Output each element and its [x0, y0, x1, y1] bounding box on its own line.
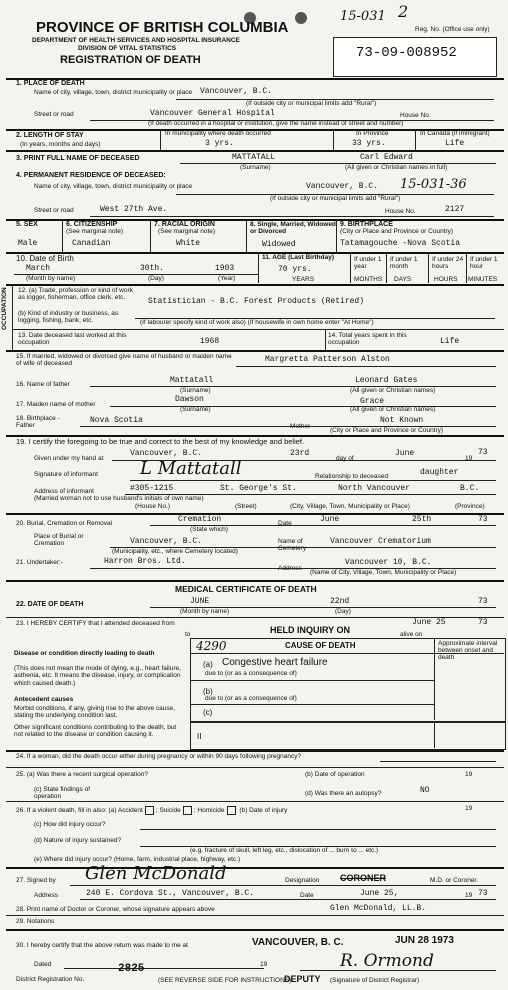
deceased-surname: MATTATALL: [232, 153, 276, 162]
designation-label: Designation: [285, 877, 320, 884]
homicide-label: Homicide: [197, 807, 225, 815]
birthplace-note: (City or Place and Province or Country): [340, 228, 454, 235]
dob-year-label: (Year): [218, 275, 236, 282]
house-no-label: (House No.): [135, 503, 171, 510]
age-label: 11. AGE (Last Birthday): [262, 254, 334, 261]
dob-month-label: (Month by name): [26, 275, 76, 282]
injury-nature-label: (d) Nature of injury sustained?: [34, 837, 122, 844]
disease-note: (This does not mean the mode of dying, e.g., heart failure, asthenia, etc. It means the disease, injury, or complication which caused death.): [14, 665, 181, 687]
informant-signature: L Mattatall: [140, 458, 242, 479]
father-given: Leonard Gates: [355, 376, 418, 385]
married-note: (Married woman not to use husband's initials of own name): [34, 495, 204, 502]
antecedent-note: Morbid conditions, if any, giving rise to the above cause, stating the underlying condition last.: [14, 705, 176, 720]
father-label: 16. Name of father: [16, 381, 70, 388]
under-1-year: If under 1 year: [354, 256, 382, 271]
alive-on-label: alive on: [400, 631, 423, 638]
occupation-q13: 13. Date deceased last worked at this occupation: [18, 332, 127, 347]
citizenship-note: (See marginal note): [66, 228, 124, 235]
informant-day: 23rd: [290, 449, 310, 458]
dob-day-label: (Day): [148, 275, 164, 282]
age-value: 70 yrs.: [278, 265, 312, 274]
spouse-value: Margretta Patterson Alston: [265, 355, 390, 364]
under-1-hour: If under 1 hour: [470, 256, 498, 271]
sig-address: 240 E. Cordova St., Vancouver, B.C.: [86, 889, 255, 898]
place-of-death-heading: 1. PLACE OF DEATH: [16, 80, 85, 87]
under-1-month: If under 1 month: [390, 256, 418, 271]
undertaker-value: Harron Bros. Ltd.: [104, 557, 186, 566]
held-inquiry-stamp: HELD INQUIRY ON: [270, 625, 351, 635]
undertaker-label: 21. Undertaker:-: [16, 559, 63, 566]
operation-question: 25. (a) Was there a recent surgical operation?: [16, 771, 148, 778]
province-title: PROVINCE OF BRITISH COLUMBIA: [36, 19, 289, 36]
racial-origin-label: 7. RACIAL ORIGIN: [154, 221, 215, 228]
spouse-label: 15. If married, widowed or divorced give name of husband or maiden name of wife of deceased: [16, 353, 232, 368]
due-to-a: due to (or as a consequence of): [205, 670, 297, 677]
injury-nature-note: (e.g. fracture of skull, left leg, etc., dislocation of ... burn to ... etc.): [190, 847, 379, 854]
father-surname: Mattatall: [170, 376, 214, 385]
occupation-q12b: (b) Kind of industry or business, as logging, fishing, bank, etc.: [18, 310, 119, 325]
province-col-label: (Province): [455, 503, 485, 510]
informant-year-prefix: 19: [465, 455, 473, 462]
autopsy-value: NO: [420, 786, 430, 795]
sex-value: Male: [18, 239, 38, 248]
death-day: 22nd: [330, 597, 350, 606]
cause-c-label: (c): [203, 708, 213, 717]
cause-code: 4290: [196, 639, 227, 653]
sig-year-prefix: 19: [465, 892, 473, 899]
attended-label: 23. I HEREBY CERTIFY that I attended deceased from: [16, 620, 175, 627]
other-conditions-label: II: [197, 732, 202, 741]
birthplace-mother-label: Mother: [290, 423, 311, 430]
accident-checkbox[interactable]: [145, 806, 154, 815]
registrar-stamp-date: JUN 28 1973: [395, 935, 454, 946]
violent-death-label: 26. If a violent death, fill in also: (a) Accident ; Suicide ; Homicide (b) Date of injury: [16, 807, 288, 815]
notations-label: 29. Notations: [16, 918, 55, 925]
father-birthplace: Nova Scotia: [90, 416, 143, 425]
dob-month: March: [26, 264, 51, 273]
residence-city: Vancouver, B.C.: [306, 182, 379, 191]
suicide-checkbox[interactable]: [183, 806, 192, 815]
cemetery-label: Name of Cemetery: [278, 538, 307, 553]
registrar-stamp: VANCOUVER, B. C.: [252, 937, 344, 948]
place-name-label: Name of city, village, town, district municipality or place: [34, 89, 193, 96]
stay-col3-label: In Canada (if immigrant): [420, 130, 490, 137]
deputy-stamp: DEPUTY: [284, 974, 321, 984]
department-line: DEPARTMENT OF HEALTH SERVICES AND HOSPITAL INSURANCE: [32, 37, 240, 44]
punch-hole-right: [295, 12, 307, 24]
birthplace-value: Tatamagouche -Nova Scotia: [340, 239, 461, 248]
other-conditions-note: Other significant conditions contributing to the death, but not related to the disease or condition causing it.: [14, 724, 177, 739]
date-of-death-label: 22. DATE OF DEATH: [16, 601, 84, 608]
place-street: Vancouver General Hospital: [150, 109, 275, 118]
residence-city-note: (If outside city or municipal limits add "Rural"): [270, 195, 401, 202]
pregnancy-question: 24. If a woman, did the death occur either during pregnancy or within 90 days following pregnancy?: [16, 753, 302, 760]
occupation-q12a: 12. (a) Trade, profession or kind of work as logger, fisherman, office clerk, etc.: [18, 287, 133, 302]
medical-heading: MEDICAL CERTIFICATE OF DEATH: [175, 584, 317, 594]
reg-no-label: Reg. No. (Office use only): [415, 26, 490, 33]
sig-address-label: Address: [34, 892, 58, 899]
cemetery-value: Vancouver Crematorium: [330, 537, 431, 546]
reverse-note: (SEE REVERSE SIDE FOR INSTRUCTIONS): [158, 977, 292, 984]
stay-canada: Life: [445, 139, 465, 148]
stay-province: 33 yrs.: [352, 139, 386, 148]
findings-label: (c) State findings of operation: [34, 786, 90, 801]
given-label: (All given or Christian names in full): [345, 164, 448, 171]
citizenship-value: Canadian: [72, 239, 111, 248]
burial-year: 73: [478, 515, 488, 524]
death-month: JUNE: [190, 597, 210, 606]
attended-to-label: to: [185, 631, 191, 638]
print-name-label: 28. Print name of Doctor or Coroner, whose signature appears above: [16, 906, 215, 913]
occupation-side-label: OCCUPATION: [1, 287, 8, 330]
occupation-value: Statistician - B.C. Forest Products (Retired): [148, 297, 365, 306]
deceased-given: Carl Edward: [360, 153, 413, 162]
given-at-label: Given under my hand at: [34, 455, 104, 462]
undertaker-address: Vancouver 10, B.C.: [345, 558, 432, 567]
occupation-note: (If labourer specify kind of work also) (If housewife in own home enter "At Home"): [140, 319, 374, 326]
informant-address-street: St. George's St.: [220, 484, 297, 493]
residence-house: 2127: [445, 205, 465, 214]
informant-address-city: North Vancouver: [338, 484, 411, 493]
mother-surname-label: (Surname): [180, 406, 211, 413]
sig-date-label: Date: [300, 892, 314, 899]
occupation-q14: 14. Total years spent in this occupation: [328, 332, 407, 347]
injury-how-label: (c) How did injury occur?: [34, 821, 106, 828]
death-month-label: (Month by name): [180, 608, 230, 615]
designation-value: CORONER: [340, 873, 387, 883]
reg-no-handwritten: 15-031: [340, 9, 386, 24]
place-street-label: Street or road: [34, 111, 74, 118]
reg-no-digit: 2: [398, 2, 409, 21]
citizenship-label: 6. CITIZENSHIP: [66, 221, 118, 228]
accident-label: 26. If a violent death, fill in also: (a) Accident: [16, 807, 143, 815]
registrar-certify: 30. I hereby certify that the above return was made to me at: [16, 942, 188, 949]
undertaker-address-note: (Name of City, Village, Town, Municipality or Place): [310, 569, 457, 576]
place-note: (Municipality, etc., where Cemetery located): [112, 548, 238, 555]
informant-address-num: #305-1215: [130, 484, 174, 493]
residence-street: West 27th Ave.: [100, 205, 168, 214]
cause-b-label: (b): [203, 687, 213, 696]
burial-method: Cremation: [178, 515, 222, 524]
relationship-value: daughter: [420, 468, 459, 477]
father-surname-label: (Surname): [180, 387, 211, 394]
cause-a: Congestive heart failure: [222, 657, 328, 668]
years-in-occupation: Life: [440, 337, 460, 346]
form-title: REGISTRATION OF DEATH: [60, 54, 201, 66]
deceased-name-heading: 3. PRINT FULL NAME OF DECEASED: [16, 155, 140, 162]
last-worked: 1968: [200, 337, 220, 346]
residence-code: 15-031-36: [400, 177, 467, 192]
burial-month: June: [320, 515, 340, 524]
relationship-label: Relationship to deceased: [315, 473, 388, 480]
mother-birthplace: Not Known: [380, 416, 424, 425]
sig-date: June 25,: [360, 889, 399, 898]
signed-by-label: 27. Signed by: [16, 877, 56, 884]
stay-col1-label: In municipality where death occurred: [165, 130, 271, 137]
racial-origin-note: (See marginal note): [158, 228, 216, 235]
cause-heading: CAUSE OF DEATH: [285, 641, 356, 650]
burial-label: 20. Burial, Cremation or Removal: [16, 520, 113, 527]
burial-day: 25th: [412, 515, 432, 524]
disease-label: Disease or condition directly leading to death: [14, 650, 155, 657]
father-given-label: (All given or Christian names): [350, 387, 436, 394]
place-city-note: (If outside city or municipal limits add "Rural"): [246, 100, 377, 107]
place-city: Vancouver, B.C.: [200, 87, 273, 96]
informant-year: 73: [478, 448, 488, 457]
injury-date-label: (b) Date of injury: [239, 807, 288, 815]
registrar-sig-label: (Signature of District Registrar): [330, 977, 420, 984]
burial-place: Vancouver, B.C.: [130, 537, 203, 546]
length-of-stay-sub: (In years, months and days): [20, 141, 101, 148]
inquiry-date: June 25: [412, 618, 446, 627]
interval-heading: Approximate interval between onset and death: [438, 640, 498, 662]
dob-day: 30th.: [140, 264, 165, 273]
days-label: DAYS: [394, 276, 412, 283]
print-name: Glen McDonald, LL.B.: [330, 904, 427, 913]
dated-year-prefix: 19: [260, 961, 268, 968]
residence-street-label: Street or road: [34, 207, 74, 214]
residence-name-label: Name of city, village, town, district municipality or place: [34, 183, 193, 190]
mother-given: Grace: [360, 397, 385, 406]
months-label: MONTHS: [354, 276, 383, 283]
city-col-label: (City, Village, Town, Municipality or Place): [290, 503, 410, 510]
operation-date-label: (b) Date of operation: [305, 771, 365, 778]
coroner-signature: Glen McDonald: [85, 863, 227, 884]
signature-informant-label: Signature of informant: [34, 471, 98, 478]
minutes-label: MINUTES: [468, 276, 498, 283]
hours-label: HOURS: [434, 276, 458, 283]
informant-address-prov: B.C.: [460, 484, 480, 493]
dated-label: Dated: [34, 961, 52, 968]
autopsy-label: (d) Was there an autopsy?: [305, 790, 382, 797]
given-at: Vancouver, B.C.: [130, 449, 203, 458]
inquiry-year: 73: [478, 618, 488, 627]
marital-value: Widowed: [262, 240, 296, 249]
injury-where-label: (e) Where did injury occur? (Home, farm, industrial place, highway, etc.): [34, 856, 241, 863]
address-informant-label: Address of informant: [34, 488, 94, 495]
death-year: 73: [478, 597, 488, 606]
informant-month: June: [395, 449, 415, 458]
dob-label: 10. Date of Birth: [16, 254, 74, 263]
birthplace-father-label: 18. Birthplace - Father: [16, 415, 60, 430]
antecedent-label: Antecedent causes: [14, 696, 74, 703]
residence-heading: 4. PERMANENT RESIDENCE OF DECEASED:: [16, 172, 166, 179]
residence-house-label: House No.: [385, 208, 416, 215]
dob-year: 1903: [215, 264, 235, 273]
md-coroner-label: M.D. or Coroner.: [430, 877, 479, 884]
burial-date-label: Date: [278, 520, 292, 527]
years-label: YEARS: [292, 276, 315, 283]
birthplace-label: 9. BIRTHPLACE: [340, 221, 393, 228]
mother-label: 17. Maiden name of mother: [16, 401, 96, 408]
cause-a-label: (a): [203, 660, 213, 669]
mother-given-label: (All given or Christian names): [350, 406, 436, 413]
sig-year: 73: [478, 889, 488, 898]
op-year-prefix: 19: [465, 771, 473, 778]
place-street-note: (If death occurred in a hospital or institution, give the name instead of street and number): [148, 120, 404, 127]
length-of-stay-heading: 2. LENGTH OF STAY: [16, 132, 84, 139]
racial-origin-value: White: [176, 239, 201, 248]
mother-surname: Dawson: [175, 395, 204, 404]
due-to-b: due to (or as a consequence of): [205, 695, 297, 702]
sex-label: 5. SEX: [16, 221, 38, 228]
injury-year-prefix: 19: [465, 805, 473, 812]
undertaker-address-label: Address: [278, 565, 302, 572]
stay-col2-label: In Province: [356, 130, 389, 137]
registrar-signature: R. Ormond: [340, 951, 434, 971]
registration-number-box: [333, 37, 497, 77]
registration-number: 73-09-008952: [356, 45, 457, 61]
day-of-label: day of: [336, 455, 354, 462]
suicide-label: Suicide: [159, 807, 181, 815]
stay-municipality: 3 yrs.: [205, 139, 234, 148]
division-line: DIVISION OF VITAL STATISTICS: [78, 45, 177, 52]
district-reg-no: 2825: [118, 963, 145, 975]
certify-statement: 19. I certify the foregoing to be true and correct to the best of my knowledge and belief.: [16, 437, 305, 446]
death-day-label: (Day): [335, 608, 351, 615]
place-house-label: House No.: [400, 112, 431, 119]
under-24-hours: If under 24 hours: [432, 256, 464, 271]
burial-state-label: (State which): [190, 526, 228, 533]
homicide-checkbox[interactable]: [227, 806, 236, 815]
district-reg-label: District Registration No.: [16, 976, 85, 983]
marital-label: 8. Single, Married, Widowed or Divorced: [250, 221, 336, 236]
birthplace-note: (City or Place and Province or Country): [330, 427, 444, 434]
burial-place-label: Place of Burial or Cremation: [34, 533, 84, 548]
surname-label: (Surname): [240, 164, 271, 171]
street-col-label: (Street): [235, 503, 257, 510]
